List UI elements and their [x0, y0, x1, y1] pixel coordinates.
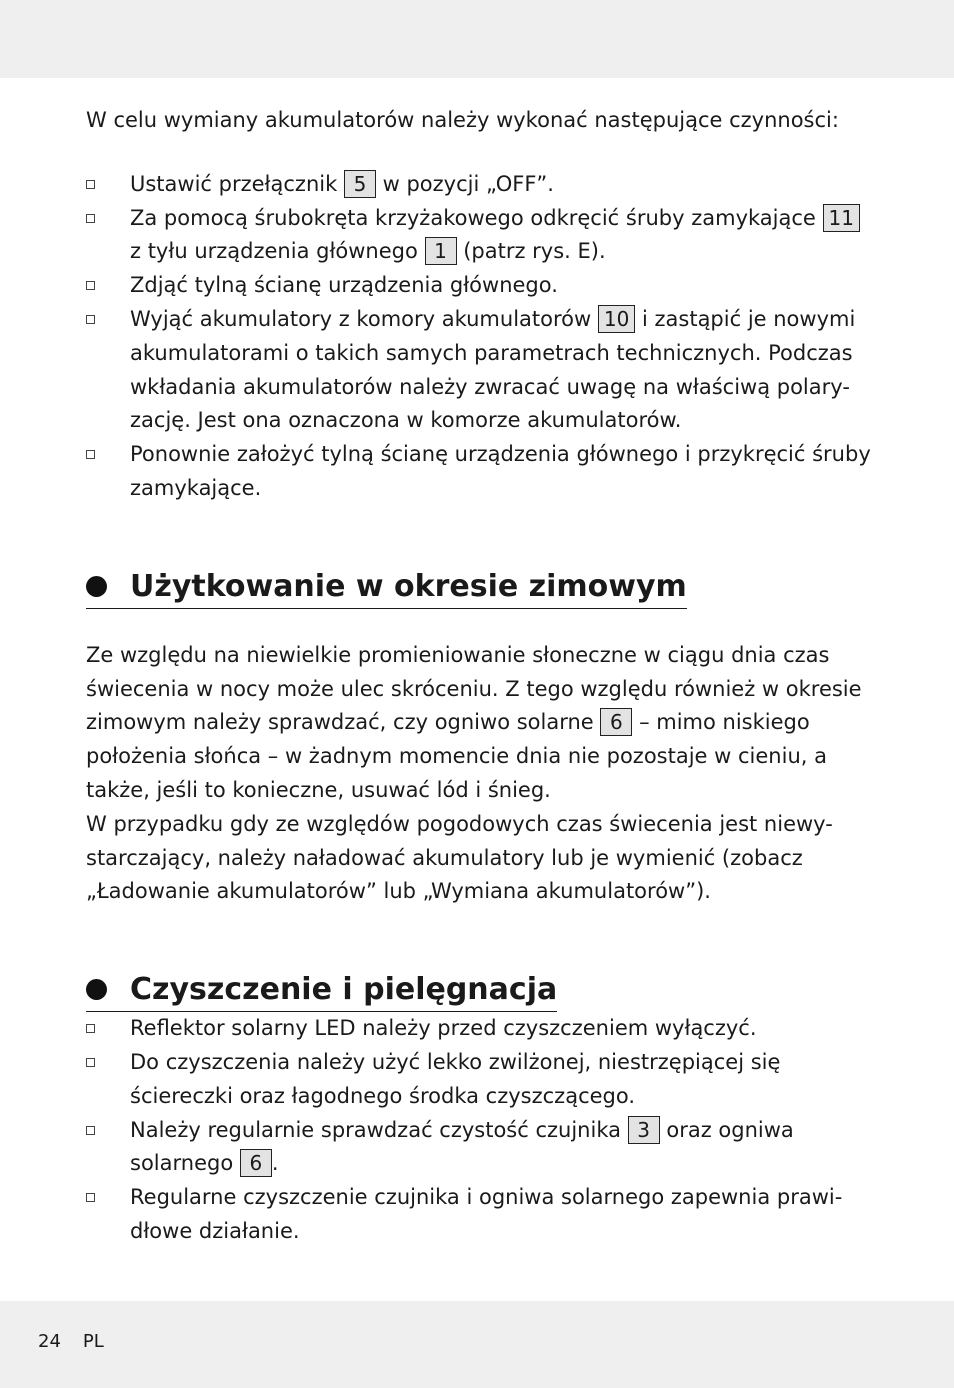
language-code: PL	[82, 1331, 104, 1352]
intro-text: W celu wymiany akumulatorów należy wykonać następujące czynności:	[86, 108, 839, 132]
bottom-band	[0, 1301, 954, 1388]
list-item: Wyjąć akumulatory z komory akumulatorów 10 i zastąpić je nowymi akumulatorami o takich samych parametrach technicznych. Podczas wkładania akumulatorów należy zwracać uwagę na właściwą polary-zację. Jest ona oznaczona w komorze akumulatorów.	[86, 303, 876, 438]
list-item: Za pomocą śrubokręta krzyżakowego odkręcić śruby zamykające 11 z tyłu urządzenia głównego 1 (patrz rys. E).	[86, 202, 876, 270]
ref-solar-cell: 6	[240, 1149, 272, 1177]
section-title-cleaning: Czyszczenie i pielęgnacja	[86, 969, 557, 1012]
checkbox-bullet-icon	[86, 1126, 95, 1135]
ref-sensor: 3	[628, 1116, 660, 1144]
checkbox-bullet-icon	[86, 180, 95, 189]
checkbox-bullet-icon	[86, 1024, 95, 1033]
list-item: Ustawić przełącznik 5 w pozycji „OFF”.	[86, 168, 876, 202]
section-winter-body	[86, 639, 876, 909]
list-item: Regularne czyszczenie czujnika i ogniwa solarnego zapewnia prawi-dłowe działanie.	[86, 1181, 876, 1249]
list-item: Ponownie założyć tylną ścianę urządzenia głównego i przykręcić śruby zamykające.	[86, 438, 876, 506]
battery-replacement-steps	[86, 168, 876, 506]
winter-paragraph-1: Ze względu na niewielkie promieniowanie słoneczne w ciągu dnia czas świecenia w nocy może ulec skróceniu. Z tego względu również w okresie zimowym należy sprawdzać, czy ogniwo solarne 6 – mimo niskiego położenia słońca – w żadnym momencie dnia nie pozostaje w cieniu, a także, jeśli to konieczne, usuwać lód i śnieg.	[86, 642, 862, 802]
page-content	[86, 104, 876, 1249]
ref-main-unit: 1	[425, 237, 457, 265]
checkbox-bullet-icon	[86, 450, 95, 459]
bullet-dot-icon	[86, 979, 107, 1000]
ref-screws: 11	[823, 204, 860, 232]
checkbox-bullet-icon	[86, 1058, 95, 1067]
cleaning-steps	[86, 1012, 876, 1249]
checkbox-bullet-icon	[86, 315, 95, 324]
list-item: Zdjąć tylną ścianę urządzenia głównego.	[86, 269, 876, 303]
section-title-winter: Użytkowanie w okresie zimowym	[86, 566, 687, 609]
section-winter	[86, 566, 876, 909]
checkbox-bullet-icon	[86, 281, 95, 290]
ref-switch: 5	[344, 170, 376, 198]
top-band	[0, 0, 954, 78]
list-item: Należy regularnie sprawdzać czystość czujnika 3 oraz ogniwa solarnego 6 .	[86, 1114, 876, 1182]
page-number: 24	[38, 1331, 61, 1352]
page-footer	[38, 1330, 126, 1354]
bullet-dot-icon	[86, 576, 107, 597]
checkbox-bullet-icon	[86, 1193, 95, 1202]
ref-battery-compartment: 10	[598, 305, 635, 333]
list-item: Reflektor solarny LED należy przed czyszczeniem wyłączyć.	[86, 1012, 876, 1046]
section-cleaning	[86, 969, 876, 1249]
ref-solar-cell: 6	[600, 708, 632, 736]
list-item: Do czyszczenia należy użyć lekko zwilżonej, niestrzępiącej się ściereczki oraz łagodnego środka czyszczącego.	[86, 1046, 876, 1114]
checkbox-bullet-icon	[86, 214, 95, 223]
winter-paragraph-2: W przypadku gdy ze względów pogodowych czas świecenia jest niewy-starczający, należy naładować akumulatory lub je wymienić (zobacz „Ładowanie akumulatorów” lub „Wymiana akumulatorów”).	[86, 811, 833, 904]
